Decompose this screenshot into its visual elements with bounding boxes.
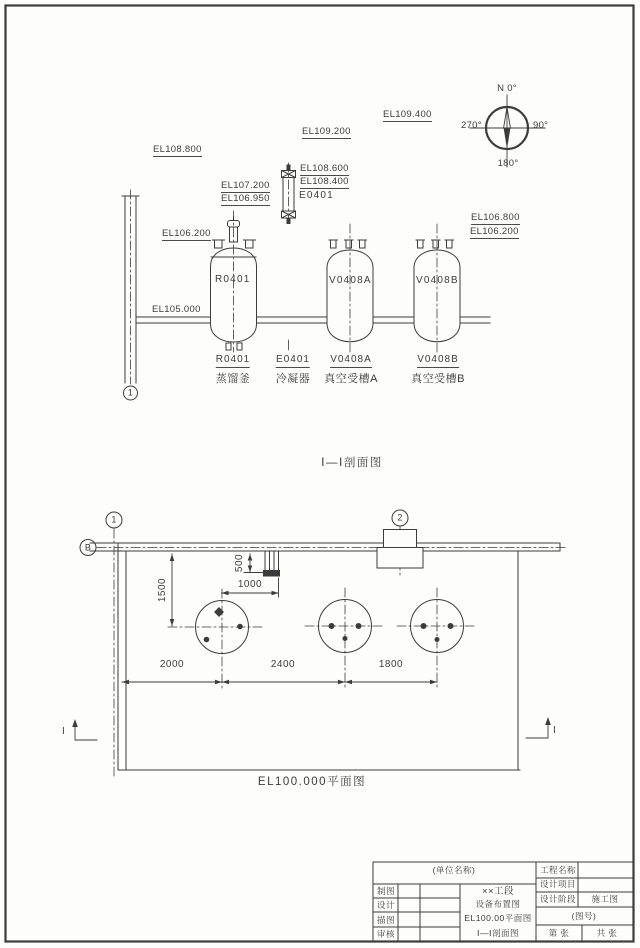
elevation-label-105-000: EL105.000 — [152, 304, 201, 315]
page-border — [6, 6, 634, 942]
north-arrow-icon — [470, 95, 545, 167]
dim-2400: 2400 — [270, 659, 296, 670]
elevation-label-106-950: EL106.950 — [221, 193, 270, 204]
dim-1800: 1800 — [378, 659, 404, 670]
compass-west-label: 270° — [461, 120, 482, 131]
role-drafter: 制图 — [377, 886, 396, 896]
equipment-label-e0401 — [276, 349, 311, 386]
sheet-no: 第 张 — [548, 928, 570, 938]
dim-1000: 1000 — [237, 579, 263, 590]
unit-name: (单位名称) — [432, 865, 476, 875]
elevation-label-106-200-right: EL106.200 — [470, 226, 519, 237]
plan-view-title: EL100.000平面图 — [257, 776, 367, 788]
elevation-label-109-400: EL109.400 — [383, 109, 432, 120]
dim-2000: 2000 — [159, 659, 185, 670]
dim-500: 500 — [234, 553, 245, 573]
equipment-label-v0408b — [411, 349, 465, 386]
grid-bubble-b-plan: B — [84, 542, 92, 552]
cut-mark-right: Ⅰ — [553, 725, 557, 736]
role-checker: 审核 — [377, 929, 396, 939]
sheet-total: 共 张 — [596, 928, 618, 938]
design-project-label: 设计项目 — [540, 879, 577, 889]
grid-bubble-1-section: 1 — [127, 387, 134, 398]
vessel-tag-r0401: R0401 — [215, 274, 251, 285]
design-stage-value: 施工图 — [591, 894, 619, 904]
elevation-label-106-800-right: EL106.800 — [471, 212, 520, 223]
design-stage-label: 设计阶段 — [540, 894, 577, 904]
elevation-label-108-600: EL108.600 — [300, 163, 349, 174]
elevation-label-106-200-left: EL106.200 — [162, 228, 211, 239]
elevation-label-109-200: EL109.200 — [302, 126, 351, 137]
equipment-code: R0401 — [216, 354, 250, 368]
elevation-label-108-400: EL108.400 — [300, 175, 349, 187]
condenser-tag-e0401: E0401 — [299, 190, 334, 201]
equipment-code: E0401 — [276, 354, 310, 368]
project-name-label: 工程名称 — [540, 865, 577, 875]
drawing-no: (图号) — [571, 911, 597, 921]
vessel-tag-v0408a: V0408A — [329, 275, 372, 286]
plan-view-lines — [72, 510, 565, 779]
equipment-code: V0408B — [417, 354, 459, 368]
equipment-name: 真空受槽B — [411, 372, 465, 385]
equipment-name: 真空受槽A — [324, 372, 378, 385]
grid-bubble-1-plan: 1 — [111, 514, 117, 525]
drawing-title-line-3: EL100.00平面图 — [464, 913, 532, 923]
equipment-label-v0408a — [324, 349, 378, 386]
section-view-title: Ⅰ—Ⅰ剖面图 — [321, 457, 383, 469]
equipment-label-r0401 — [216, 349, 251, 386]
equipment-name: 蒸馏釜 — [215, 372, 251, 385]
role-designer: 设计 — [377, 900, 396, 910]
cut-mark-left: Ⅰ — [62, 726, 66, 737]
equipment-code: V0408A — [330, 354, 372, 368]
elevation-label-108-800: EL108.800 — [153, 144, 202, 155]
grid-bubble-2-plan: 2 — [397, 512, 403, 523]
compass-south-label: 180° — [497, 158, 519, 169]
compass-north-label: N 0° — [497, 83, 517, 94]
equipment-name: 冷凝器 — [275, 372, 311, 385]
vessel-tag-v0408b: V0408B — [416, 275, 459, 286]
drawing-title-line-1: ××工段 — [481, 886, 515, 897]
role-tracer: 描图 — [377, 915, 396, 925]
drawing-title-line-4: Ⅰ—Ⅰ剖面图 — [476, 928, 520, 938]
compass-east-label: 90° — [533, 120, 549, 131]
drawing-title-line-2: 设备布置图 — [475, 899, 521, 909]
elevation-label-107-200: EL107.200 — [221, 180, 270, 191]
dim-1500: 1500 — [157, 577, 168, 603]
